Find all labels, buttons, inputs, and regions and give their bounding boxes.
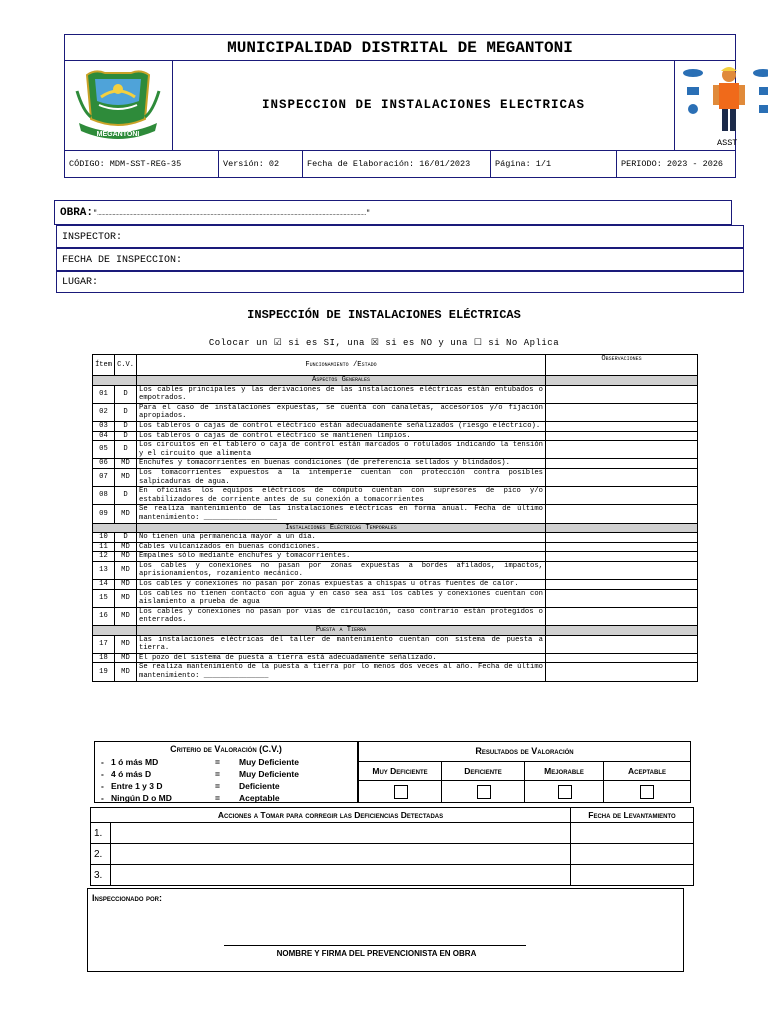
result-option [525, 761, 604, 802]
item-observation-cell[interactable] [546, 542, 698, 552]
item-observation-cell[interactable] [546, 487, 698, 505]
item-observation-cell[interactable] [546, 607, 698, 625]
item-number: 09 [93, 505, 115, 523]
item-description: Los circuitos en el tablero o caja de control están marcados o rotulados indicando la tensión y el circuito que alimenta [137, 441, 546, 459]
table-row [93, 431, 698, 441]
item-description: Los tableros o cajas de control eléctrico están adecuadamente señalizados (riesgo eléctrico). [137, 421, 546, 431]
item-number: 02 [93, 403, 115, 421]
table-row [93, 533, 698, 543]
section-name: Instalaciones Eléctricas Temporales [137, 523, 546, 533]
table-row [93, 403, 698, 421]
item-description: Los cables principales y las derivaciones de las instalaciones eléctricas están entubados o empotrados. [137, 385, 546, 403]
item-number: 06 [93, 459, 115, 469]
item-number: 14 [93, 580, 115, 590]
table-row [93, 561, 698, 579]
criterio-result: Deficiente [239, 781, 280, 791]
item-description: Se realiza mantenimiento de las instalaciones eléctricas en forma anual. Fecha de último mantenimiento: _________________ [137, 505, 546, 523]
fecha-inspeccion-label: FECHA DE INSPECCION: [62, 255, 183, 266]
obra-row [54, 200, 732, 225]
item-cv: D [115, 487, 137, 505]
item-number: 11 [93, 542, 115, 552]
table-row [93, 459, 698, 469]
acciones-box [90, 807, 694, 886]
document-header [64, 34, 736, 178]
obra-value[interactable]: "…………………………………………………………………………………………………………………………………………………………………………" [93, 210, 371, 218]
fecha-inspeccion-row[interactable] [56, 248, 744, 271]
worker-safety-icon [679, 63, 768, 135]
section-row [93, 523, 698, 533]
item-number: 15 [93, 589, 115, 607]
item-description: Empalmes sólo mediante enchufes y tomacorrientes. [137, 552, 546, 562]
acciones-title: Acciones a Tomar para corregir las Deficiencias Detectadas [91, 808, 571, 823]
criterio-title: Criterio de Valoración (C.V.) [170, 744, 282, 754]
bullet-dash: - [101, 757, 104, 767]
result-option-label: Muy Deficiente [359, 761, 441, 781]
result-checkbox[interactable] [394, 785, 408, 799]
item-cv: MD [115, 505, 137, 523]
result-option-label: Deficiente [442, 761, 524, 781]
form-subtitle: INSPECCION DE INSTALACIONES ELECTRICAS [173, 61, 675, 150]
item-observation-cell[interactable] [546, 552, 698, 562]
item-observation-cell[interactable] [546, 635, 698, 653]
criterio-box [94, 741, 358, 803]
item-cv: D [115, 385, 137, 403]
item-number: 08 [93, 487, 115, 505]
item-description: El pozo del sistema de puesta a tierra está adecuadamente señalizado. [137, 653, 546, 663]
table-row [93, 635, 698, 653]
inspector-row[interactable] [56, 225, 744, 248]
resultados-title: Resultados de Valoración [359, 742, 690, 762]
section-title: INSPECCIÓN DE INSTALACIONES ELÉCTRICAS [247, 308, 521, 322]
section-spacer [93, 626, 137, 636]
table-row [93, 487, 698, 505]
item-cv: MD [115, 635, 137, 653]
item-number: 10 [93, 533, 115, 543]
criterio-result: Aceptable [239, 793, 280, 803]
item-cv: MD [115, 580, 137, 590]
periodo-cell: PERIODO: 2023 - 2026 [621, 159, 724, 169]
table-row [93, 589, 698, 607]
item-observation-cell[interactable] [546, 468, 698, 486]
table-row [93, 385, 698, 403]
item-description: Los tomacorrientes expuestos a la intemperie cuentan con protección contra posibles salpicaduras de agua. [137, 468, 546, 486]
criterio-result: Muy Deficiente [239, 769, 299, 779]
item-description: No tienen una permanencia mayor a un día. [137, 533, 546, 543]
col-obs-header: Observaciones [546, 355, 698, 376]
item-observation-cell[interactable] [546, 441, 698, 459]
table-row [93, 421, 698, 431]
pagina-cell: Página: 1/1 [491, 151, 617, 178]
table-header-row [93, 355, 698, 376]
section-row [93, 626, 698, 636]
inspeccionado-label: Inspeccionado por: [92, 893, 163, 903]
criterio-condition: 4 ó más D [111, 769, 152, 779]
item-description: Cables vulcanizados en buenas condiciones. [137, 542, 546, 552]
table-row [93, 542, 698, 552]
result-option-label: Aceptable [604, 761, 690, 781]
fecha-elaboracion-cell: Fecha de Elaboración: 16/01/2023 [303, 151, 491, 178]
item-number: 13 [93, 561, 115, 579]
lugar-label: LUGAR: [62, 277, 99, 288]
section-name: Puesta a Tierra [137, 626, 546, 636]
result-checkbox[interactable] [477, 785, 491, 799]
municipality-title: MUNICIPALIDAD DISTRITAL DE MEGANTONI [65, 35, 735, 61]
item-number: 01 [93, 385, 115, 403]
table-row [93, 505, 698, 523]
resultados-box [358, 741, 691, 803]
bullet-dash: - [101, 769, 104, 779]
item-description: Se realiza mantenimiento de la puesta a tierra por lo menos dos veces al año. Fecha de último mantenimiento: _______________ [137, 663, 546, 681]
item-description: Para el caso de instalaciones expuestas, se cuenta con canaletas, accesorios y/o fijación apropiados. [137, 403, 546, 421]
obra-label: OBRA: [60, 207, 94, 219]
col-cv-header: C.V. [115, 355, 137, 376]
result-checkbox[interactable] [558, 785, 572, 799]
item-observation-cell[interactable] [546, 421, 698, 431]
bullet-dash: - [101, 781, 104, 791]
item-description: En oficinas los equipos eléctricos de cómputo cuentan con supresores de pico y/o estabilizadores de corriente antes de su conexión a tomacorrientes [137, 487, 546, 505]
item-number: 19 [93, 663, 115, 681]
accion-field[interactable] [111, 865, 571, 886]
criterio-condition: Ningún D o MD [111, 793, 172, 803]
item-cv: D [115, 441, 137, 459]
item-number: 05 [93, 441, 115, 459]
result-option [359, 761, 442, 802]
accion-number: 3. [91, 865, 111, 886]
result-option [604, 761, 690, 802]
table-row [93, 653, 698, 663]
result-option [442, 761, 525, 802]
item-cv: MD [115, 561, 137, 579]
item-description: Los cables y conexiones no pasan por zonas expuestas a chispas u otras fuentes de calor. [137, 580, 546, 590]
item-number: 04 [93, 431, 115, 441]
lugar-row[interactable] [56, 271, 744, 293]
item-cv: MD [115, 542, 137, 552]
section-spacer [93, 376, 137, 386]
section-row [93, 376, 698, 386]
fecha-levantamiento-field[interactable] [571, 823, 693, 844]
version-cell: Versión: 02 [219, 151, 303, 178]
item-cv: MD [115, 468, 137, 486]
item-cv: MD [115, 589, 137, 607]
item-number: 12 [93, 552, 115, 562]
item-observation-cell[interactable] [546, 431, 698, 441]
table-row [93, 663, 698, 681]
shield-logo-icon [65, 61, 171, 150]
codigo-cell: CÓDIGO: MDM-SST-REG-35 [65, 151, 219, 178]
item-observation-cell[interactable] [546, 653, 698, 663]
item-description: Las instalaciones eléctricas del taller de mantenimiento cuentan con sistema de puesta a tierra. [137, 635, 546, 653]
item-description: Los cables no tienen contacto con agua y en caso sea así los cables y conexiones cuentan con aislamiento a prueba de agua [137, 589, 546, 607]
item-observation-cell[interactable] [546, 385, 698, 403]
logo-text: MEGANTONI [96, 131, 140, 138]
municipality-logo [65, 61, 173, 150]
item-cv: D [115, 403, 137, 421]
section-obs [546, 626, 698, 636]
item-number: 16 [93, 607, 115, 625]
inspection-table [92, 354, 698, 682]
table-row [93, 552, 698, 562]
fecha-levantamiento-field[interactable] [571, 844, 693, 865]
criterio-equals: = [215, 793, 220, 803]
accion-field[interactable] [111, 823, 571, 844]
section-obs [546, 523, 698, 533]
section-name: Aspectos Generales [137, 376, 546, 386]
result-option-label: Mejorable [525, 761, 603, 781]
item-cv: MD [115, 459, 137, 469]
criterio-equals: = [215, 757, 220, 767]
item-cv: MD [115, 653, 137, 663]
criterio-result: Muy Deficiente [239, 757, 299, 767]
section-spacer [93, 523, 137, 533]
item-observation-cell[interactable] [546, 533, 698, 543]
table-row [93, 441, 698, 459]
section-obs [546, 376, 698, 386]
accion-number: 1. [91, 823, 111, 844]
item-description: Los tableros o cajas de control eléctrico se mantienen limpios. [137, 431, 546, 441]
item-cv: MD [115, 663, 137, 681]
item-description: Enchufes y tomacorrientes en buenas condiciones (de preferencia sellados y blindados). [137, 459, 546, 469]
item-description: Los cables y conexiones no pasan por vías de circulación, caso contrario están protegidos o enterrados. [137, 607, 546, 625]
item-observation-cell[interactable] [546, 663, 698, 681]
item-observation-cell[interactable] [546, 403, 698, 421]
asst-label: ASST [717, 138, 738, 148]
firma-label: NOMBRE Y FIRMA DEL PREVENCIONISTA EN OBRA [276, 949, 477, 958]
item-number: 03 [93, 421, 115, 431]
item-observation-cell[interactable] [546, 580, 698, 590]
fecha-levantamiento-field[interactable] [571, 865, 693, 886]
inspeccionado-box [87, 888, 684, 972]
criterio-equals: = [215, 769, 220, 779]
table-row [93, 607, 698, 625]
item-observation-cell[interactable] [546, 459, 698, 469]
item-cv: MD [115, 607, 137, 625]
table-row [93, 580, 698, 590]
fecha-levantamiento-title: Fecha de Levantamiento [571, 808, 693, 823]
signature-line[interactable] [224, 945, 526, 946]
item-number: 07 [93, 468, 115, 486]
item-number: 17 [93, 635, 115, 653]
item-observation-cell[interactable] [546, 505, 698, 523]
asst-block [675, 61, 738, 150]
result-checkbox[interactable] [640, 785, 654, 799]
inspector-label: INSPECTOR: [62, 232, 123, 243]
criterio-condition: 1 ó más MD [111, 757, 159, 767]
col-item-header: Ítem [93, 355, 115, 376]
item-number: 18 [93, 653, 115, 663]
item-cv: D [115, 431, 137, 441]
item-cv: D [115, 533, 137, 543]
accion-number: 2. [91, 844, 111, 865]
criterio-equals: = [215, 781, 220, 791]
item-cv: D [115, 421, 137, 431]
item-observation-cell[interactable] [546, 589, 698, 607]
col-func-header: Funcionamiento /Estado [137, 355, 546, 376]
item-description: Los cables y conexiones no pasan por zonas expuestas a bordes afilados, impactos, aprisionamientos, rozamiento mecánico. [137, 561, 546, 579]
accion-field[interactable] [111, 844, 571, 865]
item-observation-cell[interactable] [546, 561, 698, 579]
bullet-dash: - [101, 793, 104, 803]
item-cv: MD [115, 552, 137, 562]
instructions-text: Colocar un ☑ si es SI, una ☒ si es NO y una ☐ si No Aplica [208, 338, 560, 348]
table-row [93, 468, 698, 486]
criterio-condition: Entre 1 y 3 D [111, 781, 163, 791]
header-meta-row [65, 150, 735, 177]
